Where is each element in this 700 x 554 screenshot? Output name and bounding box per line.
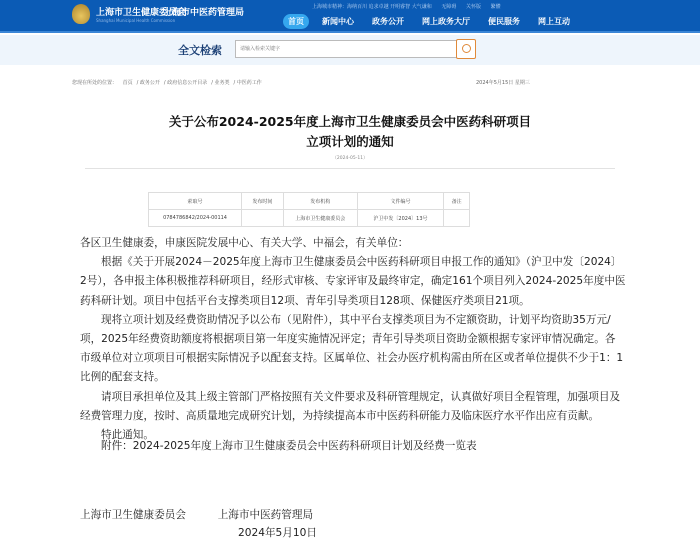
breadcrumb-catalog[interactable]: 政府信息公开目录: [167, 80, 208, 86]
article-body: [80, 234, 626, 445]
search-title: 全文检索: [178, 44, 222, 57]
paragraph: 现将立项计划及经费资助情况予以公布（见附件），其中平台支撑类项目为不定额资助，计划平均资助35万元/项，2025年经费资助额度将根据项目第一年度实施情况评定；青年引导类项目资助金额根据专家评审情况确定。各市级单位对立项项目可根据实际情况予以配套支持。区属单位、社会办医疗机构需由所在区或者单位提供不少于1：1比例的配套支持。: [80, 313, 624, 384]
care-mode-link[interactable]: 关怀版: [465, 4, 481, 10]
divider: [85, 168, 615, 169]
cell-org: 上海市卫生健康委员会: [283, 210, 357, 227]
paragraph: 特此通知。: [101, 429, 154, 442]
org-name-en: Shanghai Municipal Health Commission: [96, 18, 176, 23]
meta-table: [148, 192, 470, 227]
signature: 上海市卫生健康委员会 上海市中医药管理局: [80, 509, 314, 521]
emblem-logo: [72, 4, 90, 24]
cell-time: [242, 210, 284, 227]
signature-date: 2024年5月10日: [238, 527, 317, 539]
article-title-line2: 立项计划的通知: [306, 134, 394, 149]
col-index: 索取号: [149, 193, 242, 210]
traditional-chinese-link[interactable]: 繁體: [490, 4, 501, 10]
attachment-link[interactable]: 附件：2024-2025年度上海市卫生健康委员会中医药科研项目计划及经费一览表: [101, 440, 477, 452]
publish-date: （2024-05-11）: [332, 156, 368, 161]
table-row: [149, 210, 470, 227]
col-docno: 文件编号: [357, 193, 444, 210]
search-button[interactable]: [456, 39, 476, 59]
nav-gov-affairs[interactable]: 政务公开: [372, 17, 404, 26]
breadcrumb-gov[interactable]: 政务公开: [139, 80, 160, 86]
salutation: 各区卫生健康委，申康医院发展中心、有关大学、中福会，有关单位：: [80, 237, 409, 249]
table-header-row: [149, 193, 470, 210]
main-nav: [283, 14, 575, 29]
breadcrumb: 您现在所处的位置： 首页 / 政务公开 / 政府信息公开目录 / 业务类 / 中医药工作: [72, 80, 262, 86]
search-input[interactable]: [235, 40, 457, 58]
org-name-1[interactable]: 上海市卫生健康委员会: [96, 8, 187, 18]
nav-services[interactable]: 便民服务: [488, 17, 520, 26]
paragraph: 根据《关于开展2024－2025年度上海市卫生健康委员会中医药科研项目申报工作的通知》（沪卫中发〔2024〕2号），各申报主体积极推荐科研项目，经形式审核、专家评审及最终审定，确定161个项目列入2024-2025年度中医药科研计划。项目中包括平台支撑类项目12项、青年引导类项目128项、保健医疗类项目21项。: [80, 256, 626, 307]
breadcrumb-home[interactable]: 首页: [122, 80, 133, 86]
accessibility-link[interactable]: 无障碍: [441, 4, 457, 10]
breadcrumb-prefix: 您现在所处的位置：: [72, 80, 118, 86]
cell-docno: 沪卫中发〔2024〕13号: [357, 210, 444, 227]
site-header: [0, 0, 700, 33]
cell-remark: [444, 210, 470, 227]
org-name-2[interactable]: 上海市中医药管理局: [163, 8, 245, 18]
nav-home[interactable]: 首页: [283, 14, 309, 29]
breadcrumb-business[interactable]: 业务类: [214, 80, 230, 86]
nav-online-hall[interactable]: 网上政务大厅: [422, 17, 470, 26]
top-links: [312, 3, 509, 10]
col-org: 发布机构: [283, 193, 357, 210]
nav-news[interactable]: 新闻中心: [322, 17, 354, 26]
cell-index: 0784786842/2024-00114: [149, 210, 242, 227]
nav-interaction[interactable]: 网上互动: [538, 17, 570, 26]
breadcrumb-tcm[interactable]: 中医药工作: [236, 80, 262, 86]
col-time: 发布时间: [242, 193, 284, 210]
article-title-line1: 关于公布2024-2025年度上海市卫生健康委员会中医药科研项目: [168, 114, 532, 129]
col-remark: 备注: [444, 193, 470, 210]
current-date: 2024年5月15日 星期三: [476, 80, 530, 86]
paragraph: 请项目承担单位及其上级主管部门严格按照有关文件要求及科研管理规定，认真做好项目全程管理，加强项目及经费管理力度，按时、高质量地完成研究计划，为持续提高本市中医药科研能力及临床医疗水平作出应有贡献。: [80, 390, 621, 422]
city-spirit: 上海城市精神：海纳百川 追求卓越 开明睿智 大气谦和: [312, 4, 432, 10]
